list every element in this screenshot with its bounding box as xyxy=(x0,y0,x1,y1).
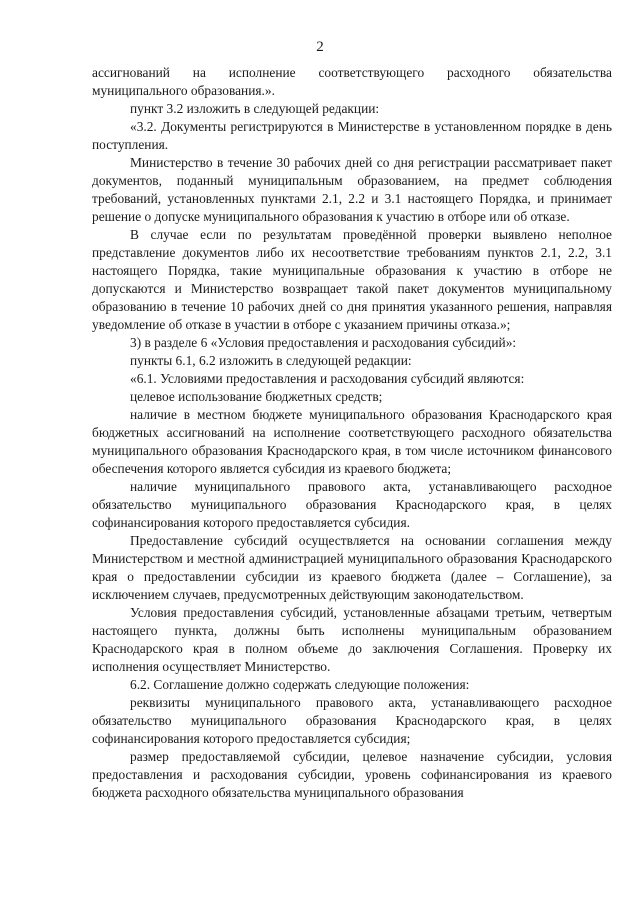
document-body xyxy=(92,64,612,802)
paragraph: наличие муниципального правового акта, устанавливающего расходное обязательство муниципального образования Краснодарского края, в целях софинансирования которого предоставляется субсидия. xyxy=(92,479,612,530)
paragraph: реквизиты муниципального правового акта, устанавливающего расходное обязательство муниципального образования Краснодарского края, в целях софинансирования которого предоставляется субсидия; xyxy=(92,695,612,746)
paragraph: «3.2. Документы регистрируются в Министерстве в установленном порядке в день поступления. xyxy=(92,119,612,152)
paragraph: пункт 3.2 изложить в следующей редакции: xyxy=(130,101,380,116)
paragraph: Условия предоставления субсидий, установленные абзацами третьим, четвертым настоящего пункта, должны быть исполнены муниципальным образованием Краснодарского края в полном объеме до заключения Соглашения. Проверку их исполнения осуществляет Министерство. xyxy=(92,605,612,674)
paragraph: Предоставление субсидий осуществляется на основании соглашения между Министерством и местной администрацией муниципального образования Краснодарского края о предоставлении субсидии из краевого бюджета (далее – Соглашение), за исключением случаев, предусмотренных действующим законодательством. xyxy=(92,533,612,602)
paragraph: 3) в разделе 6 «Условия предоставления и расходования субсидий»: xyxy=(130,335,517,350)
paragraph: В случае если по результатам проведённой проверки выявлено неполное представление документов либо их несоответствие требованиям пунктов 2.1, 2.2, 3.1 настоящего Порядка, такие муниципальные образования к участию в отборе не допускаются и Министерство возвращает такой пакет документов муниципальному образованию в течение 10 рабочих дней со дня принятия указанного решения, направляя уведомление об отказе в участии в отборе с указанием причины отказа.»; xyxy=(92,227,612,332)
paragraph: ассигнований на исполнение соответствующего расходного обязательства муниципального образования.». xyxy=(92,65,612,98)
paragraph: целевое использование бюджетных средств; xyxy=(130,389,383,404)
paragraph: размер предоставляемой субсидии, целевое назначение субсидии, условия предоставления и расходования субсидии, уровень софинансирования из краевого бюджета расходного обязательства муниципального образования xyxy=(92,749,612,800)
paragraph: Министерство в течение 30 рабочих дней со дня регистрации рассматривает пакет документов, поданный муниципальным образованием, на предмет соблюдения требований, установленных пунктами 2.1, 2.2 и 3.1 настоящего Порядка, и принимает решение о допуске муниципального образования к участию в отборе или об отказе. xyxy=(92,155,612,224)
paragraph: наличие в местном бюджете муниципального образования Краснодарского края бюджетных ассигнований на исполнение соответствующего расходного обязательства муниципального образования Краснодарского края, в том числе источником финансового обеспечения которого является субсидия из краевого бюджета; xyxy=(92,407,612,476)
paragraph: пункты 6.1, 6.2 изложить в следующей редакции: xyxy=(130,353,412,368)
paragraph: «6.1. Условиями предоставления и расходования субсидий являются: xyxy=(130,371,525,386)
paragraph: 6.2. Соглашение должно содержать следующие положения: xyxy=(130,677,470,692)
page-number: 2 xyxy=(316,39,324,55)
